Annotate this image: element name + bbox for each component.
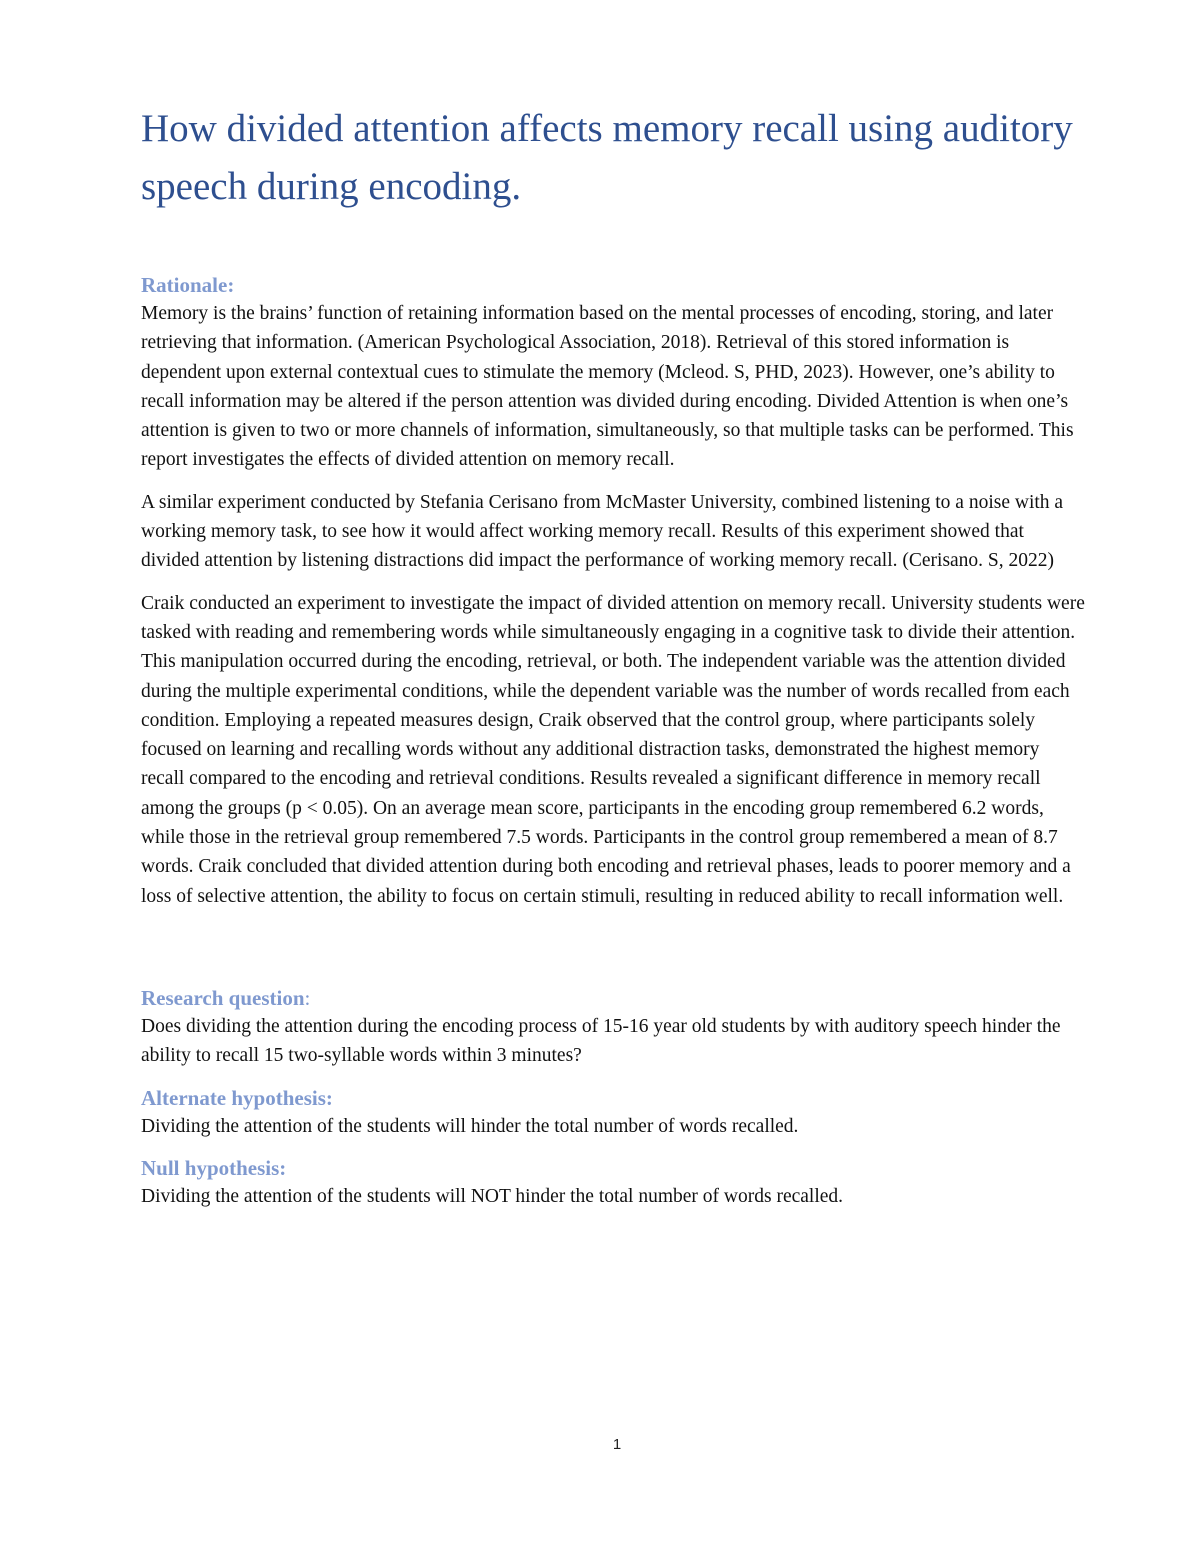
research-question-heading-label: Research question <box>141 985 305 1010</box>
research-question-text: Does dividing the attention during the encoding process of 15-16 year old students by with auditory speech hinder the ability to recall 15 two-syllable words within 3 minutes? <box>141 1015 1061 1067</box>
null-hypothesis-heading: Null hypothesis: <box>141 1155 287 1180</box>
rationale-paragraph-1: Memory is the brains’ function of retaining information based on the mental processes of encoding, storing, and later retrieving that information. (American Psychological Association, 2018). Retrieval of this stored information is dependent upon external contextual cues to stimulate the memory (Mcleod. S, PHD, 2023). However, one’s ability to recall information may be altered if the person attention was divided during encoding. Divided Attention is when one’s attention is given to two or more channels of information, simultaneously, so that multiple tasks can be performed. This report investigates the effects of divided attention on memory recall. <box>141 303 1074 471</box>
page-number: 1 <box>612 1436 622 1453</box>
research-question-heading <box>141 984 1086 1012</box>
research-question-heading-colon: : <box>304 985 311 1010</box>
null-hypothesis-text: Dividing the attention of the students will NOT hinder the total number of words recalled. <box>141 1185 844 1207</box>
alternate-hypothesis-text: Dividing the attention of the students will hinder the total number of words recalled. <box>141 1115 799 1137</box>
rationale-heading: Rationale: <box>141 273 235 297</box>
document-title: How divided attention affects memory recall using auditory speech during encoding. <box>141 107 1073 208</box>
rationale-paragraph-2: A similar experiment conducted by Stefania Cerisano from McMaster University, combined listening to a noise with a working memory task, to see how it would affect working memory recall. Results of this experiment showed that divided attention by listening distractions did impact the performance of working memory recall. (Cerisano. S, 2022) <box>141 491 1064 572</box>
alternate-hypothesis-heading: Alternate hypothesis: <box>141 1085 333 1110</box>
rationale-paragraph-3: Craik conducted an experiment to investigate the impact of divided attention on memory recall. University students were tasked with reading and remembering words while simultaneously engaging in a cognitive task to divide their attention. This manipulation occurred during the encoding, retrieval, or both. The independent variable was the attention divided during the multiple experimental conditions, while the dependent variable was the number of words recalled from each condition. Employing a repeated measures design, Craik observed that the control group, where participants solely focused on learning and recalling words without any additional distraction tasks, demonstrated the highest memory recall compared to the encoding and retrieval conditions. Results revealed a significant difference in memory recall among the groups (p < 0.05). On an average mean score, participants in the encoding group remembered 6.2 words, while those in the retrieval group remembered 7.5 words. Participants in the control group remembered a mean of 8.7 words. Craik concluded that divided attention during both encoding and retrieval phases, leads to poorer memory and a loss of selective attention, the ability to focus on certain stimuli, resulting in reduced ability to recall information well. <box>141 592 1085 907</box>
page-content <box>141 100 1086 1211</box>
